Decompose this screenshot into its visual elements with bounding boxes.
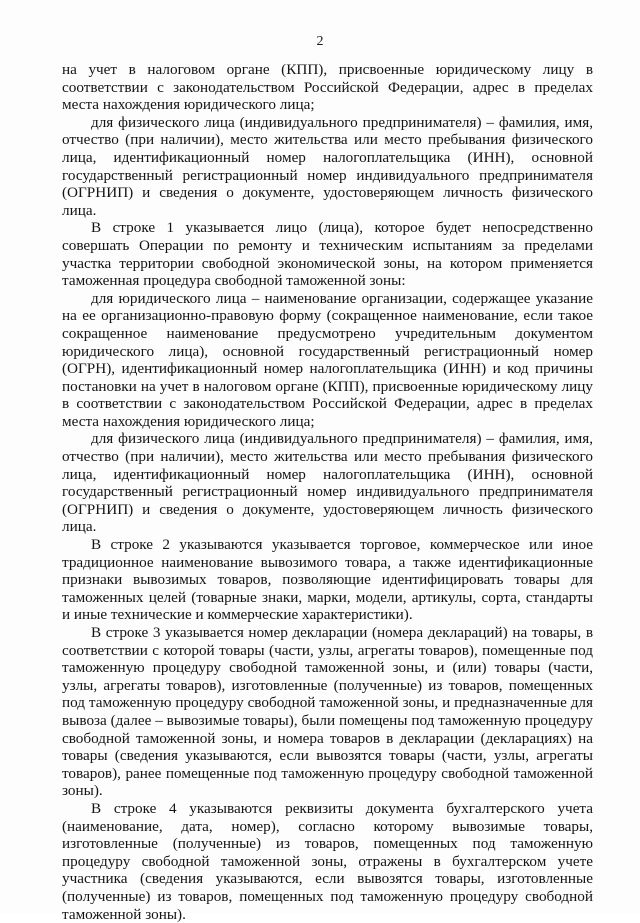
paragraph-line-1: В строке 1 указывается лицо (лица), которое будет непосредственно совершать Операции по ремонту и техническим испытаниям за пределами участка территории свободной экономической зоны, на котором применяется таможенная процедура свободной таможенной зоны: bbox=[62, 219, 593, 290]
document-body bbox=[62, 61, 593, 923]
paragraph-individual-entrepreneur-2: для физического лица (индивидуального предпринимателя) – фамилия, имя, отчество (при наличии), место жительства или место пребывания физического лица, идентификационный номер налогоплательщика (ИНН), основной государственный регистрационный номер индивидуального предпринимателя (ОГРНИП) и сведения о документе, удостоверяющем личность физического лица. bbox=[62, 430, 593, 536]
paragraph-continuation: на учет в налоговом органе (КПП), присвоенные юридическому лицу в соответствии с законодательством Российской Федерации, адрес в пределах места нахождения юридического лица; bbox=[62, 61, 593, 114]
paragraph-line-4: В строке 4 указываются реквизиты документа бухгалтерского учета (наименование, дата, номер), согласно которому вывозимые товары, изготовленные (полученные) из товаров, помещенных под таможенную процедуру свободной таможенной зоны, отражены в бухгалтерском учете участника (сведения указываются, если вывозятся товары, изготовленные (полученные) из товаров, помещенных под таможенную процедуру свободной таможенной зоны). bbox=[62, 799, 593, 923]
paragraph-legal-entity: для юридического лица – наименование организации, содержащее указание на ее организационно-правовую форму (сокращенное наименование, если такое сокращенное наименование предусмотрено учредительным документом юридического лица), основной государственный регистрационный номер (ОГРН), идентификационный номер налогоплательщика (ИНН) и код причины постановки на учет в налоговом органе (КПП), присвоенные юридическому лицу в соответствии с законодательством Российской Федерации, адрес в пределах места нахождения юридического лица; bbox=[62, 289, 593, 430]
paragraph-individual-entrepreneur: для физического лица (индивидуального предпринимателя) – фамилия, имя, отчество (при наличии), место жительства или место пребывания физического лица, идентификационный номер налогоплательщика (ИНН), основной государственный регистрационный номер индивидуального предпринимателя (ОГРНИП) и сведения о документе, удостоверяющем личность физического лица. bbox=[62, 113, 593, 219]
page-number: 2 bbox=[316, 34, 324, 49]
paragraph-line-2: В строке 2 указываются указывается торговое, коммерческое или иное традиционное наименование вывозимого товара, а также идентификационные признаки вывозимых товаров, позволяющие идентифицировать товары для таможенных целей (товарные знаки, марки, модели, артикулы, сорта, стандарты и иные технические и коммерческие характеристики). bbox=[62, 536, 593, 624]
paragraph-line-3: В строке 3 указывается номер декларации (номера деклараций) на товары, в соответствии с которой товары (части, узлы, агрегаты товаров), помещенные под таможенную процедуру свободной таможенной зоны, и (или) товары (части, узлы, агрегаты товаров), изготовленные (полученные) из товаров, помещенных под таможенную процедуру свободной таможенной зоны, и предназначенные для вывоза (далее – вывозимые товары), были помещены под таможенную процедуру свободной таможенной зоны, и номера товаров в декларации (декларациях) на товары (сведения указываются, если вывозятся товары (части, узлы, агрегаты товаров), ранее помещенные под таможенную процедуру свободной таможенной зоны). bbox=[62, 624, 593, 800]
